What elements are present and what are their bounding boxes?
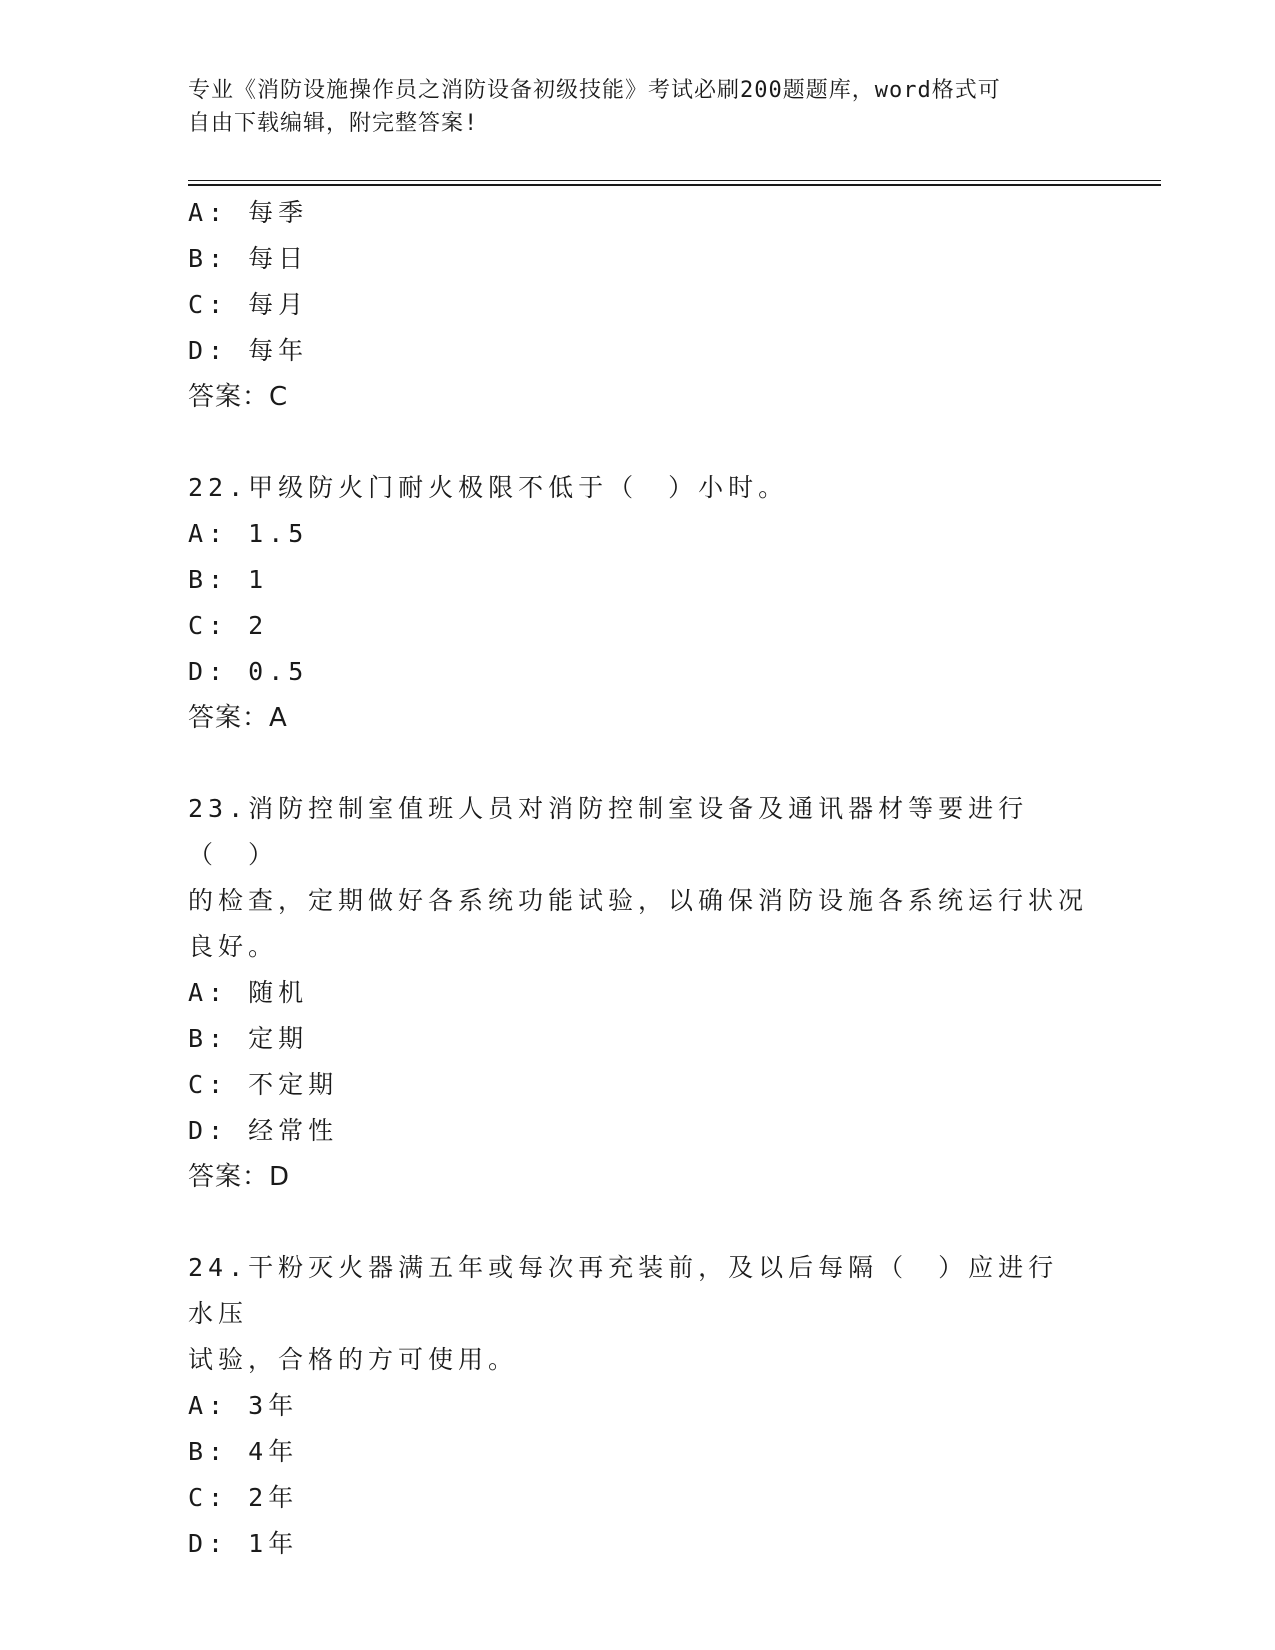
option-a: A: 1.5	[188, 519, 309, 548]
header-line-1: 专业《消防设施操作员之消防设备初级技能》考试必刷200题题库，word格式可	[188, 78, 1001, 103]
header-line-2: 自由下载编辑，附完整答案!	[188, 111, 479, 136]
option-c: C: 2年	[188, 1483, 299, 1512]
header-divider	[188, 180, 1161, 186]
option-a: A: 每季	[188, 198, 309, 227]
question-spacer	[188, 741, 1088, 786]
option-b: B: 定期	[188, 1024, 309, 1053]
answer-line: 答案：A	[188, 703, 288, 733]
option-d: D: 经常性	[188, 1116, 339, 1145]
question-spacer	[188, 1200, 1088, 1245]
option-b: B: 每日	[188, 244, 309, 273]
question-text: 22.甲级防火门耐火极限不低于（ ）小时。	[188, 473, 789, 502]
option-d: D: 0.5	[188, 657, 309, 686]
question-23	[188, 786, 1088, 1200]
question-text-line-2: 的检查，定期做好各系统功能试验，以确保消防设施各系统运行状况	[188, 886, 1089, 915]
option-b: B: 1	[188, 565, 269, 594]
question-21-continued	[188, 190, 1088, 420]
question-spacer	[188, 420, 1088, 465]
question-text-line-1: 24.干粉灭火器满五年或每次再充装前，及以后每隔（ ）应进行水压	[188, 1253, 1059, 1328]
option-a: A: 3年	[188, 1391, 299, 1420]
question-22	[188, 465, 1088, 741]
option-c: C: 每月	[188, 290, 309, 319]
option-b: B: 4年	[188, 1437, 299, 1466]
option-c: C: 不定期	[188, 1070, 339, 1099]
document-header	[188, 74, 1068, 140]
option-d: D: 每年	[188, 336, 309, 365]
question-24	[188, 1245, 1088, 1567]
option-c: C: 2	[188, 611, 269, 640]
question-text-line-3: 良好。	[188, 932, 279, 961]
option-d: D: 1年	[188, 1529, 299, 1558]
option-a: A: 随机	[188, 978, 309, 1007]
answer-line: 答案：C	[188, 382, 289, 412]
question-list	[188, 190, 1088, 1567]
question-text-line-2: 试验，合格的方可使用。	[188, 1345, 519, 1374]
answer-line: 答案：D	[188, 1162, 291, 1192]
question-text-line-1: 23.消防控制室值班人员对消防控制室设备及通讯器材等要进行（ ）	[188, 794, 1029, 869]
